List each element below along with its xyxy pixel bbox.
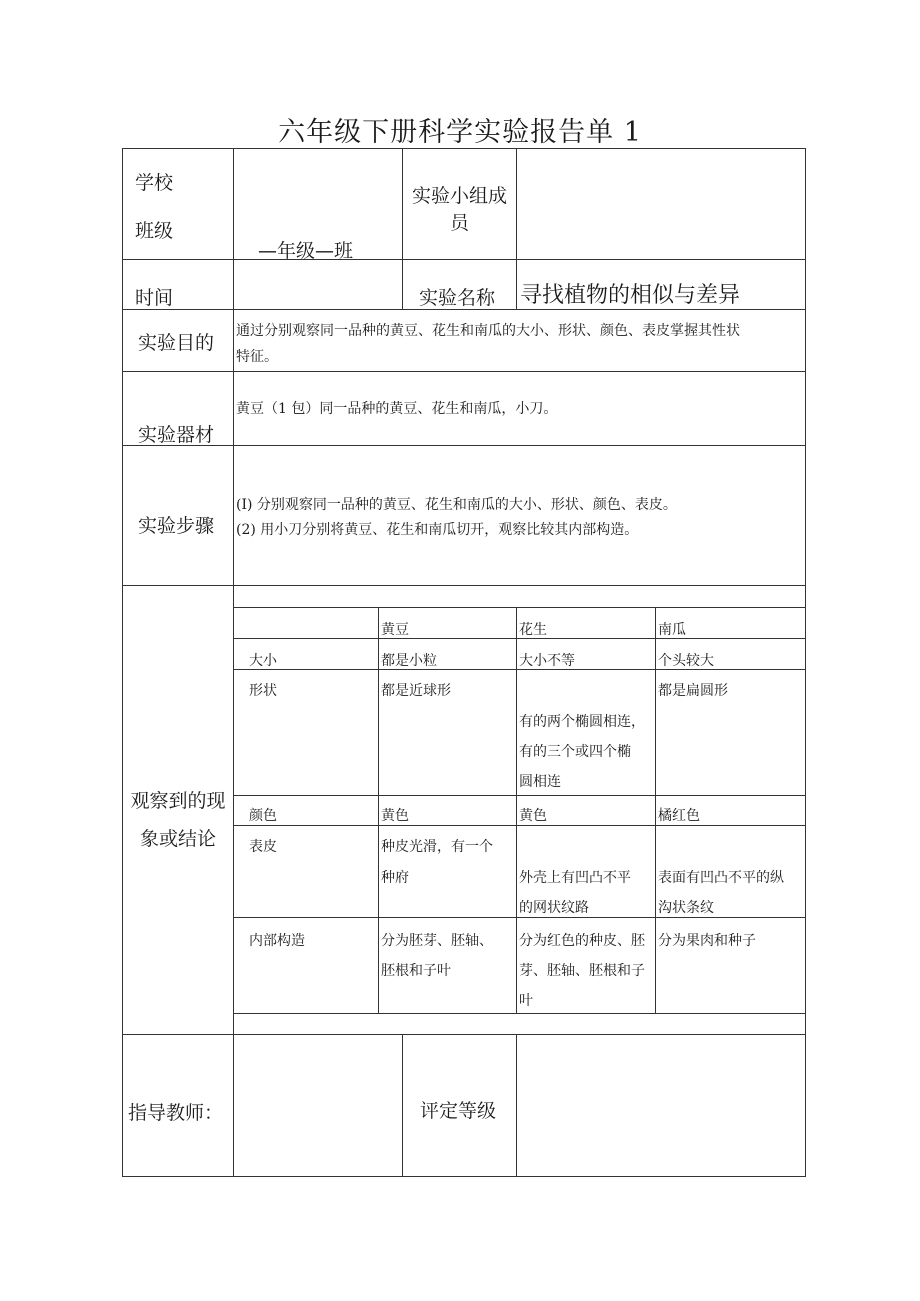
cell-internal-peanut-line3: 叶	[519, 993, 533, 1009]
rule-steps	[122, 585, 806, 586]
cell-shape-peanut-line2: 有的三个或四个椭	[519, 744, 631, 760]
cell-shape-soybean: 都是近球形	[381, 683, 451, 699]
step-2: (2) 用小刀分别将黄豆、花生和南瓜切开，观察比较其内部构造。	[236, 522, 639, 538]
cell-internal-pumpkin: 分为果肉和种子	[658, 933, 756, 949]
cell-shape-peanut-line3: 圆相连	[519, 774, 561, 790]
cell-internal-peanut-line2: 芽、胚轴、胚根和子	[519, 963, 645, 979]
cell-color-soybean: 黄色	[381, 808, 409, 824]
cell-skin-peanut-line1: 外壳上有凹凸不平	[519, 870, 631, 886]
rule-materials	[122, 445, 806, 446]
cell-shape-pumpkin: 都是扁圆形	[658, 683, 728, 699]
teacher-field[interactable]	[234, 1035, 401, 1175]
rule-sub-top	[233, 607, 806, 608]
materials-text: 黄豆（1 包）同一品种的黄豆、花生和南瓜，小刀。	[236, 401, 558, 417]
table-border-bottom	[122, 1176, 806, 1177]
rule-sub-col3	[655, 607, 656, 1013]
cell-size-pumpkin: 个头较大	[658, 653, 714, 669]
cell-size-peanut: 大小不等	[519, 653, 575, 669]
experiment-name-value: 寻找植物的相似与差异	[520, 283, 741, 308]
row-attr-color: 颜色	[249, 808, 277, 824]
materials-label: 实验器材	[138, 424, 215, 446]
cell-internal-peanut-line1: 分为红色的种皮、胚	[519, 933, 645, 949]
purpose-text-line2: 特征。	[236, 349, 278, 365]
members-label-line1: 实验小组成	[411, 185, 507, 207]
cell-internal-soybean-line1: 分为胚芽、胚轴、	[381, 933, 493, 949]
experiment-name-label: 实验名称	[419, 287, 496, 309]
grade-field[interactable]	[517, 1035, 805, 1175]
purpose-label: 实验目的	[138, 332, 215, 354]
time-label: 时间	[135, 287, 174, 309]
cell-size-soybean: 都是小粒	[381, 653, 437, 669]
time-field[interactable]	[234, 260, 401, 309]
rule-sub-col2	[516, 607, 517, 1013]
grade-label: 评定等级	[420, 1100, 497, 1122]
column-header-soybean: 黄豆	[381, 622, 409, 638]
cell-color-peanut: 黄色	[519, 808, 547, 824]
class-value: —年级—班	[258, 240, 354, 262]
page-title: 六年级下册科学实验报告单 1	[278, 117, 642, 148]
table-border-right	[805, 148, 806, 1176]
cell-skin-peanut-line2: 的网状纹路	[519, 900, 589, 916]
column-header-peanut: 花生	[519, 622, 547, 638]
rule-sub-col1	[378, 607, 379, 1013]
rule-purpose	[122, 371, 806, 372]
column-header-pumpkin: 南瓜	[658, 622, 686, 638]
cell-skin-pumpkin-line1: 表面有凹凸不平的纵	[658, 870, 784, 886]
table-border-left	[122, 148, 123, 1176]
cell-skin-soybean-line2: 种府	[381, 870, 409, 886]
cell-skin-soybean-line1: 种皮光滑，有一个	[381, 839, 493, 855]
cell-color-pumpkin: 橘红色	[658, 808, 700, 824]
step-1: (I) 分别观察同一品种的黄豆、花生和南瓜的大小、形状、颜色、表皮。	[236, 497, 677, 513]
row-attr-size: 大小	[249, 653, 277, 669]
school-label: 学校	[135, 172, 174, 194]
row-attr-internal: 内部构造	[249, 933, 305, 949]
teacher-label: 指导教师：	[128, 1102, 224, 1124]
purpose-text-line1: 通过分别观察同一品种的黄豆、花生和南瓜的大小、形状、颜色、表皮掌握其性状	[236, 323, 740, 339]
class-label: 班级	[135, 220, 174, 242]
steps-label: 实验步骤	[138, 515, 215, 537]
observation-label-line2: 象或结论	[139, 828, 216, 850]
cell-shape-peanut-line1: 有的两个椭圆相连，	[519, 714, 645, 730]
members-field[interactable]	[517, 149, 805, 259]
members-label-line2: 员	[449, 212, 469, 234]
row-attr-shape: 形状	[249, 683, 277, 699]
rule-footer-mid	[402, 1034, 403, 1176]
row-attr-skin: 表皮	[249, 839, 277, 855]
cell-skin-pumpkin-line2: 沟状条纹	[658, 900, 714, 916]
rule-header	[122, 259, 806, 260]
cell-internal-soybean-line2: 胚根和子叶	[381, 963, 451, 979]
observation-label-line1: 观察到的现	[130, 790, 226, 812]
